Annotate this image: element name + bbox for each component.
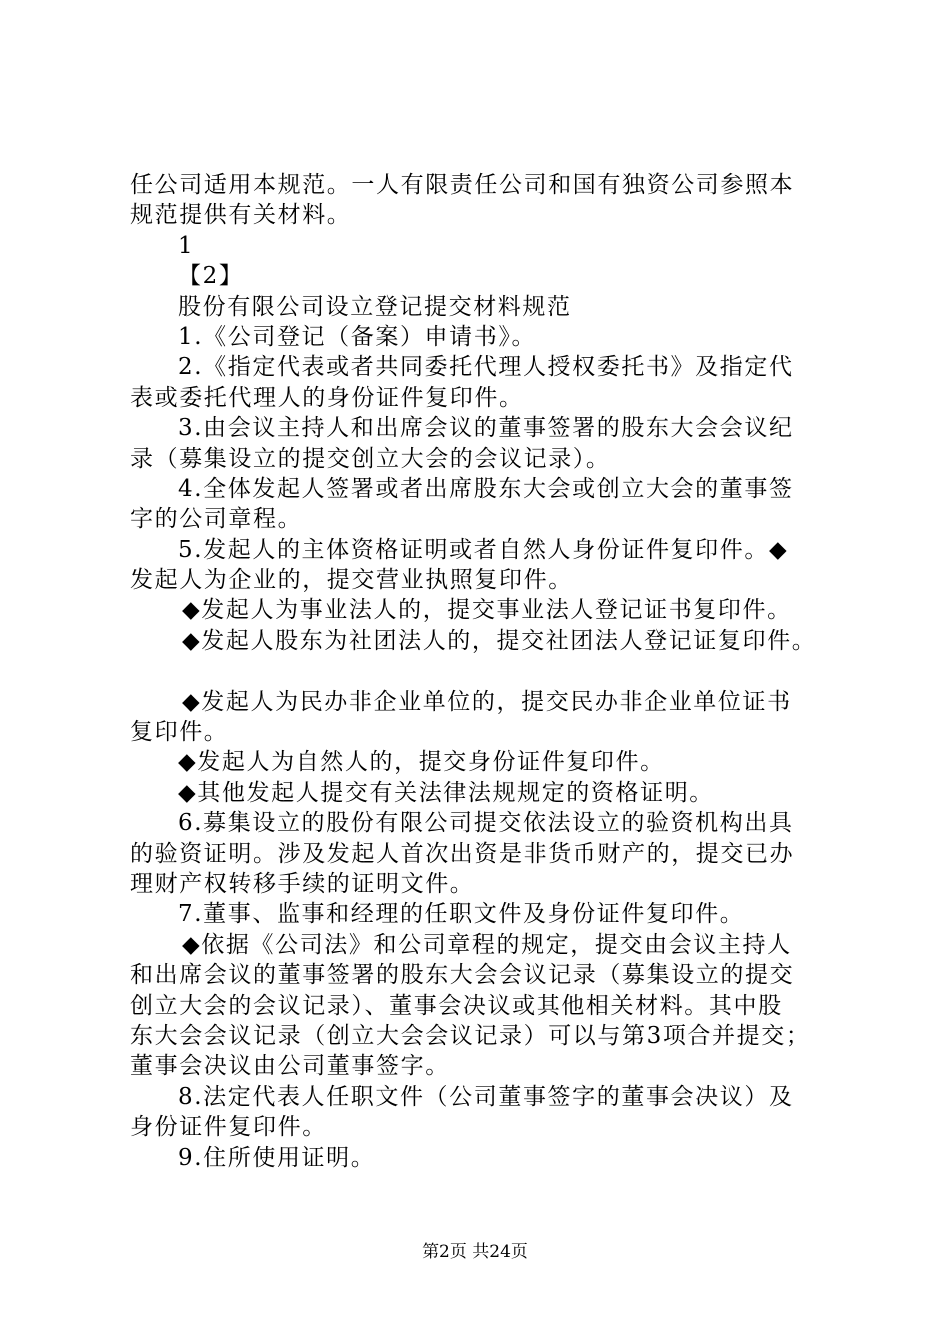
text-line: 7.董事、监事和经理的任职文件及身份证件复印件。 bbox=[178, 901, 745, 928]
text-line: 1 bbox=[178, 232, 195, 259]
text-line: 6.募集设立的股份有限公司提交依法设立的验资机构出具 bbox=[178, 810, 794, 837]
text-line: 董事会决议由公司董事签字。 bbox=[130, 1053, 450, 1080]
text-line: ◆依据《公司法》和公司章程的规定，提交由会议主持人 bbox=[182, 931, 792, 958]
text-line: 和出席会议的董事签署的股东大会会议记录（募集设立的提交 bbox=[130, 962, 795, 989]
blank-line bbox=[130, 656, 840, 686]
text-line: 任公司适用本规范。一人有限责任公司和国有独资公司参照本 bbox=[130, 172, 795, 198]
text-line: ◆发起人股东为社团法人的，提交社团法人登记证复印件。 bbox=[182, 627, 817, 654]
page-footer: 第2页 共24页 bbox=[422, 1242, 528, 1262]
text-line: 5.发起人的主体资格证明或者自然人身份证件复印件。◆ bbox=[178, 536, 789, 563]
text-line: 的验资证明。涉及发起人首次出资是非货币财产的，提交已办 bbox=[130, 840, 795, 867]
text-line: 【2】 bbox=[178, 263, 244, 290]
text-line: 理财产权转移手续的证明文件。 bbox=[130, 870, 475, 897]
text-line: 2.《指定代表或者共同委托代理人授权委托书》及指定代 bbox=[178, 354, 794, 381]
text-line: 发起人为企业的，提交营业执照复印件。 bbox=[130, 567, 573, 594]
text-line: ◆其他发起人提交有关法律法规规定的资格证明。 bbox=[178, 779, 714, 806]
text-line: 9.住所使用证明。 bbox=[178, 1144, 376, 1171]
text-line: 复印件。 bbox=[130, 719, 229, 746]
text-line: 8.法定代表人任职文件（公司董事签字的董事会决议）及 bbox=[178, 1083, 794, 1110]
text-line: 录（募集设立的提交创立大会的会议记录）。 bbox=[130, 445, 611, 472]
text-line: 3.由会议主持人和出席会议的董事签署的股东大会会议纪 bbox=[178, 415, 794, 442]
text-line: ◆发起人为民办非企业单位的，提交民办非企业单位证书 bbox=[182, 688, 792, 715]
text-line: 规范提供有关材料。 bbox=[130, 202, 352, 229]
text-line: ◆发起人为事业法人的，提交事业法人登记证书复印件。 bbox=[182, 597, 792, 624]
text-line: 身份证件复印件。 bbox=[130, 1114, 327, 1141]
text-line: 1.《公司登记（备案）申请书》。 bbox=[178, 323, 537, 350]
text-line: 东大会会议记录（创立大会会议记录）可以与第3项合并提交； bbox=[130, 1022, 811, 1049]
text-line: 字的公司章程。 bbox=[130, 506, 303, 533]
document-body bbox=[130, 170, 840, 1173]
text-line: 股份有限公司设立登记提交材料规范 bbox=[178, 293, 572, 320]
text-line: 4.全体发起人签署或者出席股东大会或创立大会的董事签 bbox=[178, 475, 794, 502]
text-line: ◆发起人为自然人的，提交身份证件复印件。 bbox=[178, 749, 665, 776]
text-line: 表或委托代理人的身份证件复印件。 bbox=[130, 384, 524, 411]
text-line: 创立大会的会议记录）、董事会决议或其他相关材料。其中股 bbox=[130, 992, 783, 1019]
